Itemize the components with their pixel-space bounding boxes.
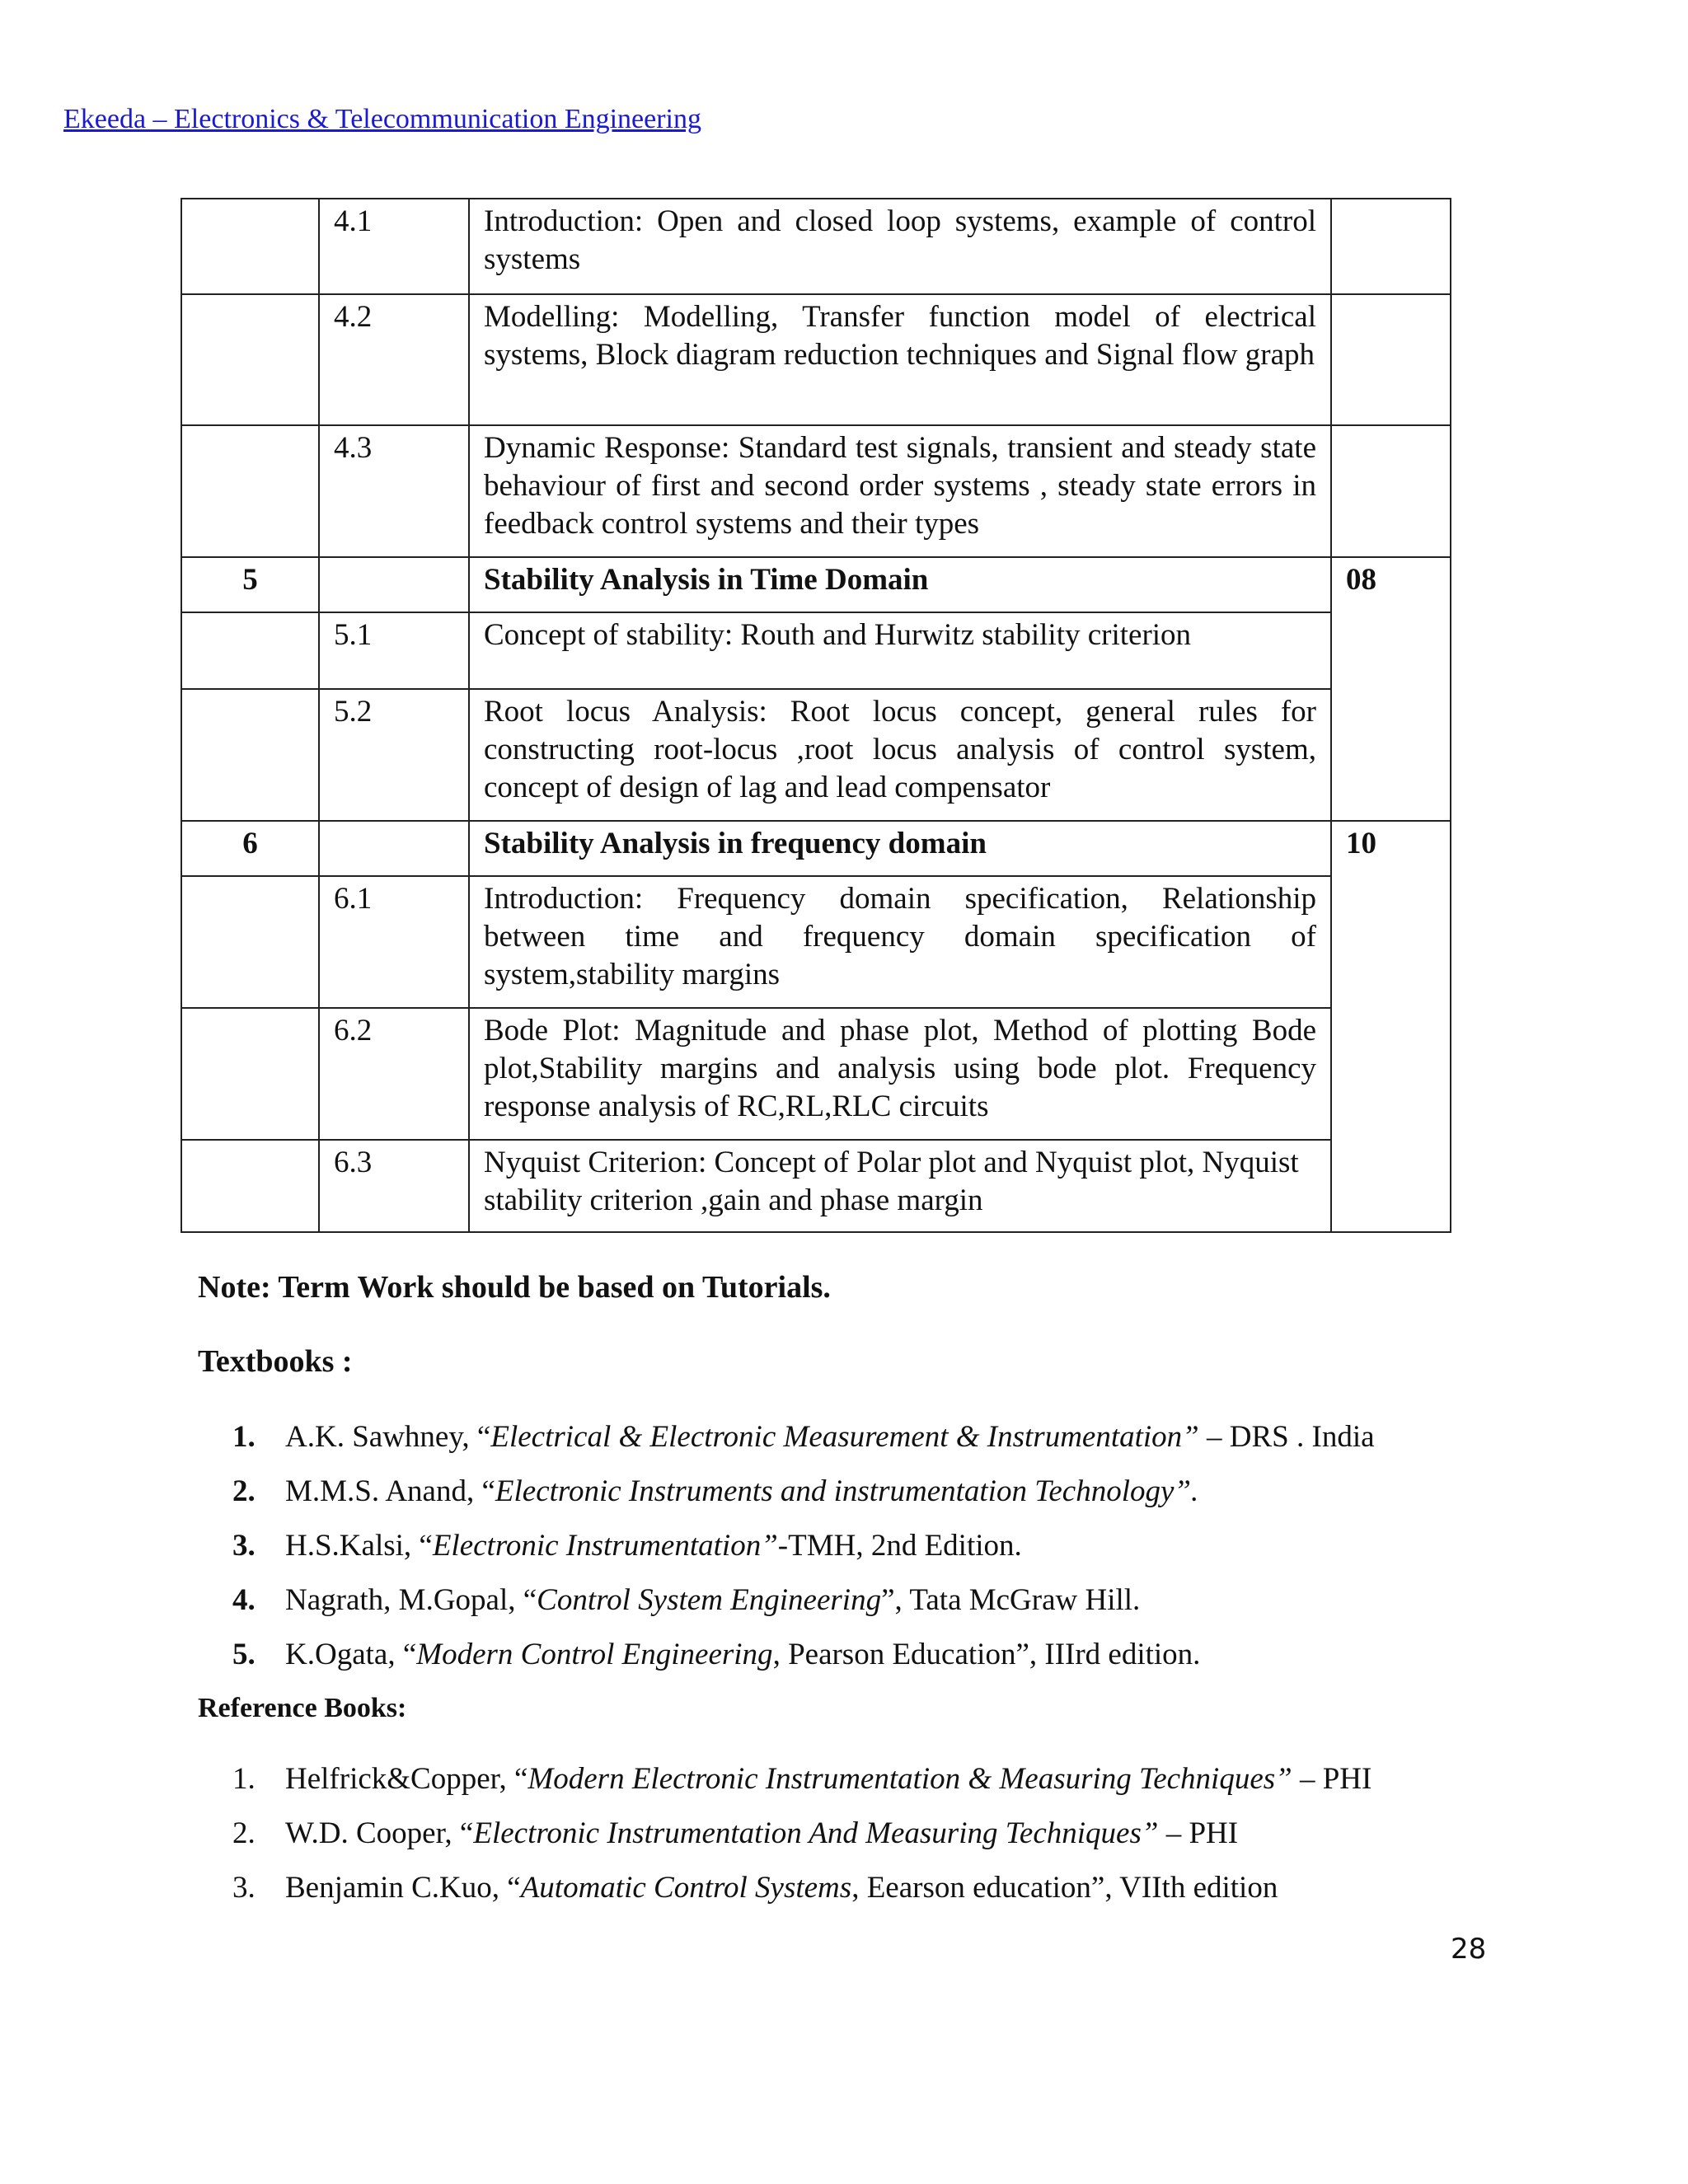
content-cell: Introduction: Frequency domain specification, Relationship between time and frequency domain specification of system,stability margins <box>469 876 1331 1008</box>
list-number: 3. <box>232 1529 256 1563</box>
book-title: Electrical & Electronic Measurement & Instrumentation” <box>490 1420 1199 1454</box>
content-cell: Nyquist Criterion: Concept of Polar plot and Nyquist plot, Nyquist stability criterion ,gain and phase margin <box>469 1140 1331 1232</box>
content-cell: Root locus Analysis: Root locus concept, general rules for constructing root-locus ,root locus analysis of control system, concept of design of lag and lead compensator <box>469 689 1331 821</box>
book-publisher: ”, Tata McGraw Hill. <box>881 1583 1141 1617</box>
module-cell <box>181 1140 319 1232</box>
list-number: 4. <box>232 1583 256 1617</box>
content-cell: Modelling: Modelling, Transfer function model of electrical systems, Block diagram reduction techniques and Signal flow graph <box>469 294 1331 425</box>
module-number: 6 <box>181 821 319 876</box>
table-row <box>181 876 1451 1008</box>
module-number: 5 <box>181 557 319 612</box>
submodule-cell: 5.2 <box>319 689 469 821</box>
book-title: Electronic Instrumentation” <box>432 1529 778 1563</box>
submodule-cell: 6.2 <box>319 1008 469 1140</box>
list-number: 1. <box>232 1762 256 1796</box>
book-title: Control System Engineering <box>537 1583 882 1617</box>
syllabus-table <box>181 198 1451 1233</box>
book-publisher: -TMH, 2nd Edition. <box>777 1529 1022 1563</box>
book-author: H.S.Kalsi, “ <box>285 1529 433 1563</box>
reference-books-heading: Reference Books: <box>198 1693 407 1723</box>
list-item <box>232 1869 1372 1924</box>
book-publisher: , Eearson education”, VIIth edition <box>851 1871 1278 1905</box>
module-cell <box>181 1008 319 1140</box>
list-item <box>232 1815 1372 1869</box>
submodule-cell <box>319 821 469 876</box>
module-cell <box>181 612 319 689</box>
book-author: Benjamin C.Kuo, “ <box>285 1871 521 1905</box>
book-publisher: – DRS . India <box>1198 1420 1375 1454</box>
module-cell <box>181 876 319 1008</box>
textbooks-list <box>232 1418 1375 1690</box>
content-cell: Concept of stability: Routh and Hurwitz stability criterion <box>469 612 1331 689</box>
book-title: Modern Control Engineering <box>416 1638 773 1671</box>
hours-cell <box>1331 425 1451 557</box>
book-title: Electronic Instruments and instrumentation Technology”. <box>495 1474 1199 1508</box>
header-link[interactable]: Ekeeda – Electronics & Telecommunication Engineering <box>63 104 701 134</box>
module-cell <box>181 294 319 425</box>
list-number: 5. <box>232 1638 256 1671</box>
term-work-note: Note: Term Work should be based on Tutorials. <box>198 1270 831 1305</box>
submodule-cell <box>319 557 469 612</box>
module-title: Stability Analysis in frequency domain <box>469 821 1331 876</box>
book-publisher: , Pearson Education”, IIIrd edition. <box>772 1638 1201 1671</box>
list-number: 3. <box>232 1871 256 1905</box>
table-row <box>181 689 1451 821</box>
table-row <box>181 425 1451 557</box>
book-author: Nagrath, M.Gopal, “ <box>285 1583 537 1617</box>
book-publisher: – PHI <box>1292 1762 1372 1796</box>
module-cell <box>181 425 319 557</box>
table-row <box>181 199 1451 294</box>
content-cell: Dynamic Response: Standard test signals, transient and steady state behaviour of first and second order systems , steady state errors in feedback control systems and their types <box>469 425 1331 557</box>
book-author: W.D. Cooper, “ <box>285 1816 474 1850</box>
content-cell: Bode Plot: Magnitude and phase plot, Method of plotting Bode plot,Stability margins and analysis using bode plot. Frequency response analysis of RC,RL,RLC circuits <box>469 1008 1331 1140</box>
module-title: Stability Analysis in Time Domain <box>469 557 1331 612</box>
list-item <box>232 1527 1375 1582</box>
module-cell <box>181 199 319 294</box>
submodule-cell: 6.1 <box>319 876 469 1008</box>
book-author: M.M.S. Anand, “ <box>285 1474 495 1508</box>
list-item <box>232 1760 1372 1815</box>
list-number: 2. <box>232 1816 256 1850</box>
book-title: Automatic Control Systems <box>520 1871 852 1905</box>
table-row <box>181 612 1451 689</box>
list-item <box>232 1582 1375 1636</box>
hours-cell <box>1331 294 1451 425</box>
list-item <box>232 1418 1375 1473</box>
book-title: Electronic Instrumentation And Measuring Techniques” <box>473 1816 1159 1850</box>
hours-cell <box>1331 199 1451 294</box>
table-row <box>181 1140 1451 1232</box>
table-row <box>181 1008 1451 1140</box>
submodule-cell: 4.1 <box>319 199 469 294</box>
book-publisher: – PHI <box>1158 1816 1239 1850</box>
submodule-cell: 4.3 <box>319 425 469 557</box>
list-number: 2. <box>232 1474 256 1508</box>
module-hours: 10 <box>1331 821 1451 1232</box>
book-title: Modern Electronic Instrumentation & Measuring Techniques” <box>528 1762 1292 1796</box>
page-number: 28 <box>1451 1933 1487 1966</box>
list-item <box>232 1473 1375 1527</box>
submodule-cell: 6.3 <box>319 1140 469 1232</box>
book-author: K.Ogata, “ <box>285 1638 417 1671</box>
list-item <box>232 1636 1375 1690</box>
textbooks-heading: Textbooks : <box>198 1344 353 1379</box>
submodule-cell: 5.1 <box>319 612 469 689</box>
book-author: Helfrick&Copper, “ <box>285 1762 528 1796</box>
table-row <box>181 821 1451 876</box>
module-hours: 08 <box>1331 557 1451 821</box>
table-row <box>181 294 1451 425</box>
table-row <box>181 557 1451 612</box>
module-cell <box>181 689 319 821</box>
list-number: 1. <box>232 1420 256 1454</box>
submodule-cell: 4.2 <box>319 294 469 425</box>
reference-books-list <box>232 1760 1372 1924</box>
book-author: A.K. Sawhney, “ <box>285 1420 491 1454</box>
content-cell: Introduction: Open and closed loop systems, example of control systems <box>469 199 1331 294</box>
